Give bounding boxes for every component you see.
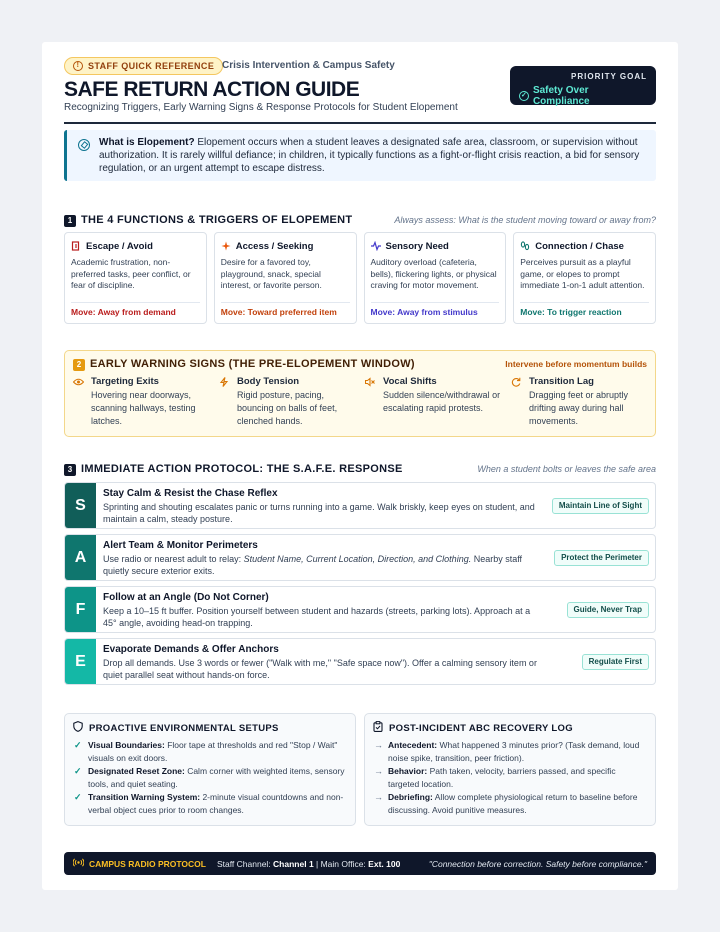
warning-body: Hovering near doorways, scanning hallways, testing latches. (91, 390, 196, 426)
recovery-panel (364, 713, 656, 826)
step-letter: A (65, 535, 96, 580)
warning-sign (511, 376, 649, 428)
safe-step-f (64, 586, 656, 633)
step-body-emphasis: Student Name, Current Location, Direction, and Clothing. (243, 554, 472, 564)
safe-step-s (64, 482, 656, 529)
item-label: Debriefing: (388, 792, 433, 802)
definition-text: Elopement occurs when a student leaves a designated safe area, classroom, or supervision without authorization. It is rarely willful defiance; in children, it typically functions as a fight-or-flight crisis reaction, a bid for sensory regulation, or an urgent attempt to escape distress. (99, 137, 640, 174)
pretitle: Crisis Intervention & Campus Safety (222, 60, 395, 71)
item-text: Floor tape at thresholds and red "Stop / Wait" visuals on exit doors. (88, 740, 338, 763)
staff-badge (64, 57, 223, 75)
item-text: What happened 3 minutes prior? (Task demand, loud noise spike, transition, peer friction). (388, 740, 640, 763)
check-icon: ✓ (74, 792, 82, 802)
function-card-access (214, 232, 357, 324)
card-title: Connection / Chase (535, 240, 624, 252)
safe-protocol-steps (64, 482, 656, 690)
card-footer: Move: Away from stimulus (371, 302, 500, 317)
check-icon: ✓ (74, 766, 82, 776)
card-body: Auditory overload (cafeteria, bells), flickering lights, or physical craving for motor movement. (370, 257, 497, 290)
warning-sign (219, 376, 357, 428)
radio-icon (73, 858, 84, 869)
card-body: Perceives pursuit as a playful game, or elopes to prompt immediate 1-on-1 adult attention. (520, 257, 645, 290)
step-letter: F (65, 587, 96, 632)
function-cards (64, 232, 656, 324)
section-title: IMMEDIATE ACTION PROTOCOL: THE S.A.F.E. RESPONSE (81, 463, 403, 475)
section-note: Intervene before momentum builds (505, 359, 647, 369)
sparkle-icon (221, 241, 231, 251)
section-number: 3 (64, 464, 76, 476)
header (64, 56, 656, 124)
definition-lead: What is Elopement? (99, 137, 195, 148)
warning-body: Sudden silence/withdrawal or escalating rapid protests. (383, 390, 501, 413)
section-title: THE 4 FUNCTIONS & TRIGGERS OF ELOPEMENT (81, 214, 353, 226)
warning-body: Rigid posture, pacing, bouncing on balls of feet, clenched hands. (237, 390, 338, 426)
bottom-panels (64, 713, 656, 826)
step-title: Alert Team & Monitor Perimeters (103, 540, 258, 551)
step-tag: Guide, Never Trap (567, 602, 649, 618)
staff-channel-label: Staff Channel: (216, 858, 274, 869)
step-letter: S (65, 483, 96, 528)
check-icon: ✓ (74, 740, 82, 750)
step-tag: Maintain Line of Sight (552, 498, 649, 514)
warning-sign (73, 376, 211, 428)
step-tag: Regulate First (582, 654, 649, 670)
card-footer: Move: Toward preferred item (221, 302, 350, 317)
shield-icon (73, 721, 83, 735)
item-label: Visual Boundaries: (88, 740, 165, 750)
definition-box (64, 130, 656, 181)
list-item (373, 765, 647, 790)
warning-signs (73, 376, 649, 428)
warning-title: Vocal Shifts (383, 376, 437, 387)
panel-title: PROACTIVE ENVIRONMENTAL SETUPS (89, 722, 279, 734)
office-label: | Main Office: (313, 858, 369, 869)
safe-step-e (64, 638, 656, 685)
function-card-sensory (364, 232, 507, 324)
section-title: EARLY WARNING SIGNS (THE PRE-ELOPEMENT WINDOW) (90, 358, 415, 370)
goal-value (519, 85, 647, 107)
escape-icon (71, 241, 81, 251)
card-body: Academic frustration, non-preferred tasks, peer conflict, or fear of discipline. (71, 257, 191, 290)
clipboard-icon (373, 721, 383, 735)
goal-label: PRIORITY GOAL (571, 72, 647, 81)
item-text: Allow complete physiological return to baseline before discussing. Avoid punitive measures. (388, 792, 638, 815)
refresh-icon (511, 377, 521, 387)
setups-panel (64, 713, 356, 826)
list-item (73, 791, 347, 816)
office-value: Ext. 100 (368, 858, 401, 869)
arrow-right-icon: → (374, 766, 383, 776)
step-body: Sprinting and shouting escalates panic or turns running into a game. Walk briskly, keep eyes on student, and maintain a calm, steady posture. (103, 502, 535, 524)
list-item (73, 739, 347, 764)
footer-quote: "Connection before correction. Safety before compliance." (428, 858, 647, 869)
protocol-heading (64, 463, 656, 477)
item-text: Path taken, velocity, barriers passed, and specific targeted location. (388, 766, 616, 789)
step-letter: E (65, 639, 96, 684)
card-title: Access / Seeking (235, 240, 314, 252)
step-title: Evaporate Demands & Offer Anchors (103, 644, 279, 655)
section-note: Always assess: What is the student moving toward or away from? (394, 215, 656, 225)
item-text: Calm corner with weighted items, sensory tools, and quiet seating. (88, 766, 345, 789)
check-circle-icon: ✓ (519, 91, 529, 101)
section-number: 1 (64, 215, 76, 227)
step-body-text: Use radio or nearest adult to relay: (103, 554, 244, 564)
safe-step-a (64, 534, 656, 581)
functions-heading (64, 214, 656, 228)
page-subtitle: Recognizing Triggers, Early Warning Signs & Response Protocols for Student Elopement (64, 102, 458, 113)
item-label: Behavior: (388, 766, 428, 776)
section-number: 2 (73, 359, 85, 371)
badge-label: STAFF QUICK REFERENCE (88, 61, 215, 71)
arrow-right-icon: → (374, 740, 383, 750)
lightning-icon (219, 377, 229, 387)
priority-goal-box (510, 66, 656, 105)
warning-signs-box (64, 350, 656, 437)
item-label: Antecedent: (388, 740, 438, 750)
footer-label: CAMPUS RADIO PROTOCOL (89, 858, 206, 869)
warning-title: Transition Lag (529, 376, 594, 387)
item-label: Transition Warning System: (88, 792, 201, 802)
step-body (103, 553, 543, 577)
step-tag: Protect the Perimeter (554, 550, 649, 566)
arrow-right-icon: → (374, 792, 383, 802)
function-card-connection (513, 232, 656, 324)
mute-icon (365, 377, 375, 387)
page-title: SAFE RETURN ACTION GUIDE (64, 78, 360, 101)
item-text: 2-minute visual countdowns and non-verbal object cues prior to room changes. (88, 792, 344, 815)
warning-icon: ! (73, 61, 83, 71)
reference-sheet (42, 42, 678, 890)
warning-title: Targeting Exits (91, 376, 159, 387)
footer-channels (217, 859, 400, 869)
compass-icon (78, 139, 90, 151)
goal-value-text: Safety Over Compliance (532, 85, 590, 107)
card-title: Escape / Avoid (86, 240, 153, 252)
function-card-escape (64, 232, 207, 324)
card-title: Sensory Need (385, 240, 449, 252)
card-body: Desire for a favored toy, playground, snack, special interest, or favorite person. (220, 257, 322, 290)
warning-title: Body Tension (237, 376, 300, 387)
warning-sign (365, 376, 503, 428)
item-label: Designated Reset Zone: (88, 766, 185, 776)
card-footer: Move: To trigger reaction (520, 302, 649, 317)
eye-icon (73, 377, 83, 387)
list-item (373, 739, 647, 764)
radio-footer (64, 852, 656, 875)
step-title: Follow at an Angle (Do Not Corner) (103, 592, 269, 603)
footprints-icon (520, 241, 530, 251)
step-body: Keep a 10–15 ft buffer. Position yourself between student and hazards (streets, parking lots). Approach at a 45° angle, avoiding head-on trapping. (103, 606, 531, 628)
pulse-icon (371, 241, 381, 251)
list-item (73, 765, 347, 790)
step-body: Drop all demands. Use 3 words or fewer ("Walk with me," "Safe space now"). Offer a calming sensory item or quiet parallel seat without hands-on force. (103, 658, 537, 680)
step-body-text: Nearby staff quietly secure exterior exits. (103, 554, 523, 576)
card-footer: Move: Away from demand (71, 302, 200, 317)
step-title: Stay Calm & Resist the Chase Reflex (103, 488, 278, 499)
list-item (373, 791, 647, 816)
warning-body: Dragging feet or abruptly drifting away during hall movements. (529, 390, 629, 426)
panel-title: POST-INCIDENT ABC RECOVERY LOG (389, 722, 573, 734)
section-note: When a student bolts or leaves the safe area (477, 464, 656, 474)
staff-channel-value: Channel 1 (273, 858, 314, 869)
